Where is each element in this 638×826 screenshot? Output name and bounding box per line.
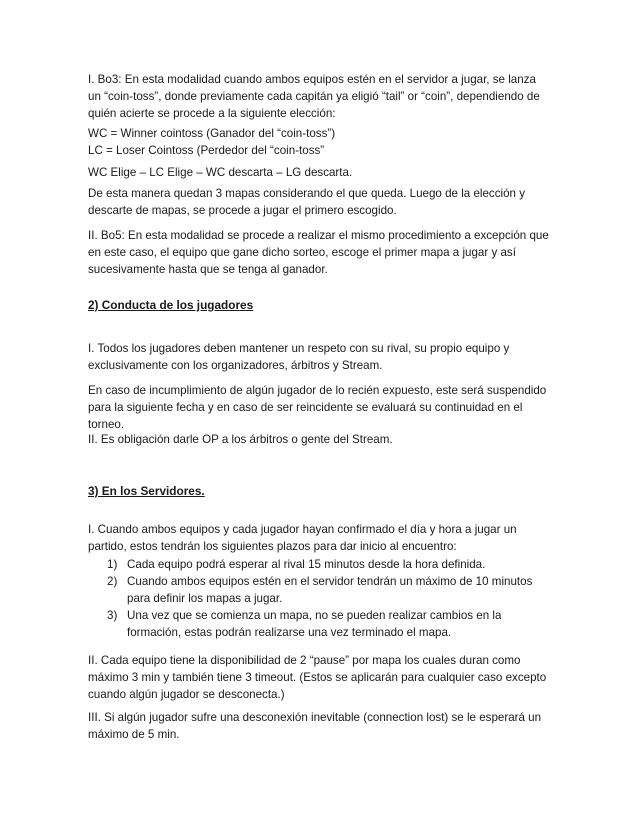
winner-cointoss-line: WC = Winner cointoss (Ganador del “coin-toss”): [88, 127, 336, 140]
servidores-paragraph-3: III. Si algún jugador sufre una desconexión inevitable (connection lost) se le esperará un máximo de 5 min.: [88, 711, 542, 741]
servidores-paragraph-1: I. Cuando ambos equipos y cada jugador hayan confirmado el día y hora a jugar un partido, estos tendrán los siguientes plazos para dar inicio al encuentro:: [88, 523, 517, 553]
bo5-paragraph: II. Bo5: En esta modalidad se procede a realizar el mismo procedimiento a excepción que en este caso, el equipo que gane dicho sorteo, escoge el primer mapa a jugar y así sucesivamente hasta que se tenga al ganador.: [88, 229, 549, 276]
servidores-paragraph-2: II. Cada equipo tiene la disponibilidad de 2 “pause” por mapa los cuales duran como máximo 3 min y también tiene 3 timeout. (Estos se aplicarán para cualquier caso excepto cuando algún jugador se desconecta.): [88, 654, 547, 701]
list-item-text: Una vez que se comienza un mapa, no se pueden realizar cambios en la formación, estas podrán realizarse una vez terminado el mapa.: [127, 609, 502, 639]
list-item-text: Cada equipo podrá esperar al rival 15 minutos desde la hora definida.: [127, 558, 486, 571]
list-item: [107, 573, 547, 607]
list-item: [107, 607, 547, 641]
conducta-paragraph-1: I. Todos los jugadores deben mantener un respeto con su rival, su propio equipo y exclusivamente con los organizadores, árbitros y Stream.: [88, 342, 510, 372]
list-item-number: 3): [107, 609, 118, 622]
pick-order-line: WC Elige – LC Elige – WC descarta – LG descarta.: [88, 166, 353, 179]
list-item-text: Cuando ambos equipos estén en el servidor tendrán un máximo de 10 minutos para definir los mapas a jugar.: [127, 575, 533, 605]
conducta-paragraph-2: En caso de incumplimiento de algún jugador de lo recién expuesto, este será suspendido para la siguiente fecha y en caso de ser reincidente se evaluará su continuidad en el torneo.: [88, 384, 547, 431]
list-item-number: 1): [107, 558, 118, 571]
plazos-list: [107, 556, 547, 641]
section-heading-conducta: 2) Conducta de los jugadores: [88, 298, 254, 312]
bo3-paragraph: I. Bo3: En esta modalidad cuando ambos equipos estén en el servidor a jugar, se lanza un “coin-toss”, donde previamente cada capitán ya eligió “tail” or “coin”, dependiendo de quién acierte se procede a la siguiente elección:: [88, 73, 540, 120]
list-item: [107, 556, 547, 573]
loser-cointoss-line: LC = Loser Cointoss (Perdedor del “coin-toss”: [88, 144, 325, 157]
list-item-number: 2): [107, 575, 118, 588]
section-heading-servidores: 3) En los Servidores.: [88, 484, 205, 498]
maps-paragraph: De esta manera quedan 3 mapas considerando el que queda. Luego de la elección y descarte de mapas, se procede a jugar el primero escogido.: [88, 187, 526, 217]
conducta-paragraph-3: II. Es obligación darle OP a los árbitros o gente del Stream.: [88, 433, 393, 446]
